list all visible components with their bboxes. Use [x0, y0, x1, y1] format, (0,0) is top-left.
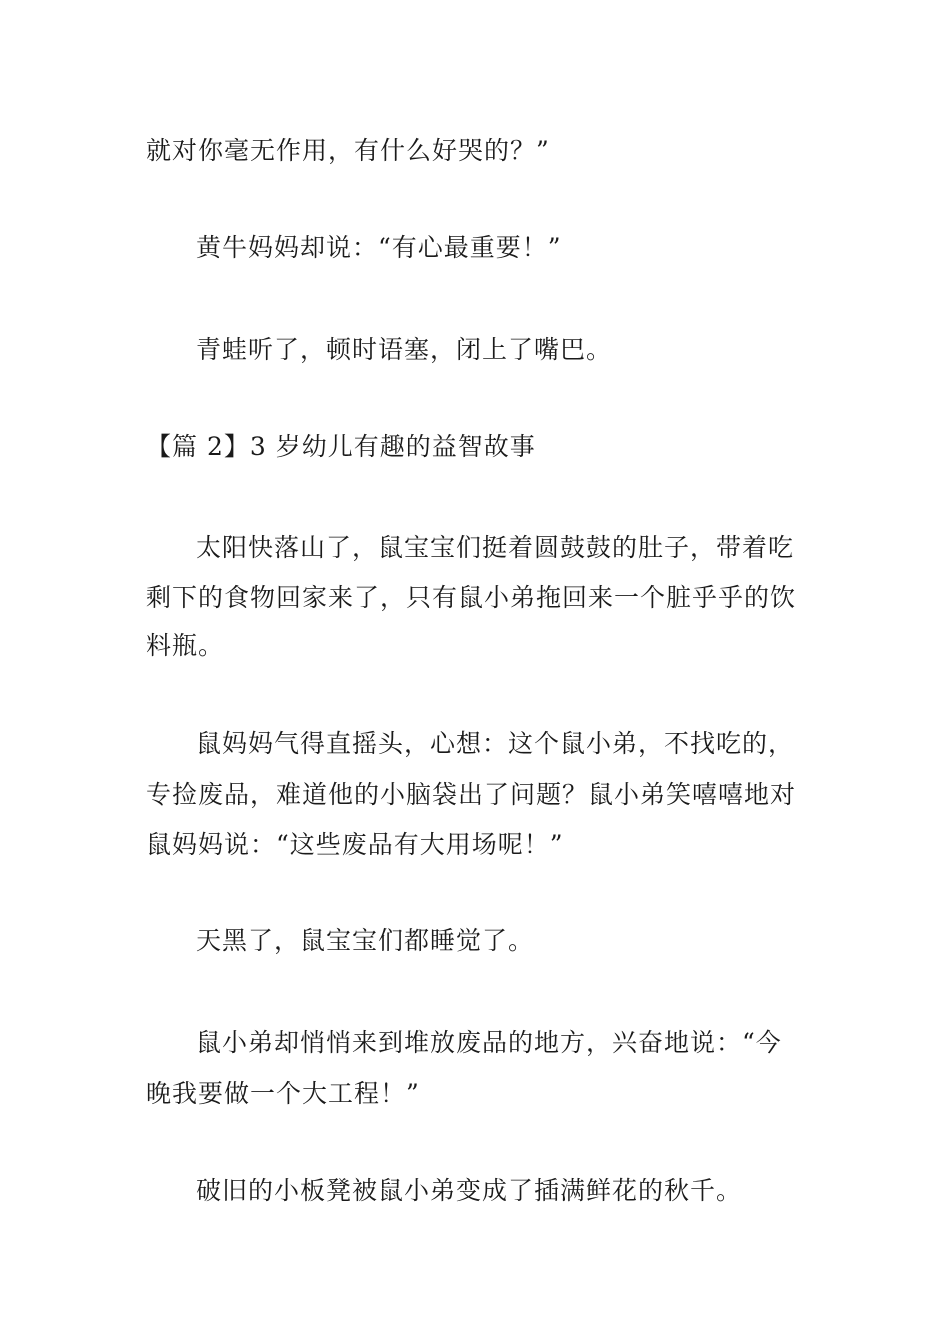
section-heading: 【篇 2】3 岁幼儿有趣的益智故事 — [146, 432, 536, 461]
paragraph-line: 鼠小弟却悄悄来到堆放废品的地方，兴奋地说：“今 — [196, 1028, 782, 1057]
paragraph-line: 太阳快落山了，鼠宝宝们挺着圆鼓鼓的肚子，带着吃 — [196, 533, 795, 562]
paragraph-line: 天黑了，鼠宝宝们都睡觉了。 — [196, 926, 535, 955]
paragraph-line: 鼠妈妈气得直摇头，心想：这个鼠小弟，不找吃的， — [196, 729, 795, 758]
paragraph-line: 青蛙听了，顿时语塞，闭上了嘴巴。 — [196, 335, 613, 364]
paragraph-line: 剩下的食物回家来了，只有鼠小弟拖回来一个脏乎乎的饮 — [146, 583, 797, 612]
paragraph-line: 料瓶。 — [146, 631, 225, 660]
paragraph-line: 破旧的小板凳被鼠小弟变成了插满鲜花的秋千。 — [196, 1176, 743, 1205]
paragraph-line: 晚我要做一个大工程！” — [146, 1079, 420, 1108]
paragraph-line: 专捡废品，难道他的小脑袋出了问题？鼠小弟笑嘻嘻地对 — [146, 780, 797, 809]
paragraph-line: 鼠妈妈说：“这些废品有大用场呢！” — [146, 830, 564, 859]
paragraph-line: 就对你毫无作用，有什么好哭的？” — [146, 136, 550, 165]
paragraph-line: 黄牛妈妈却说：“有心最重要！” — [196, 233, 562, 262]
